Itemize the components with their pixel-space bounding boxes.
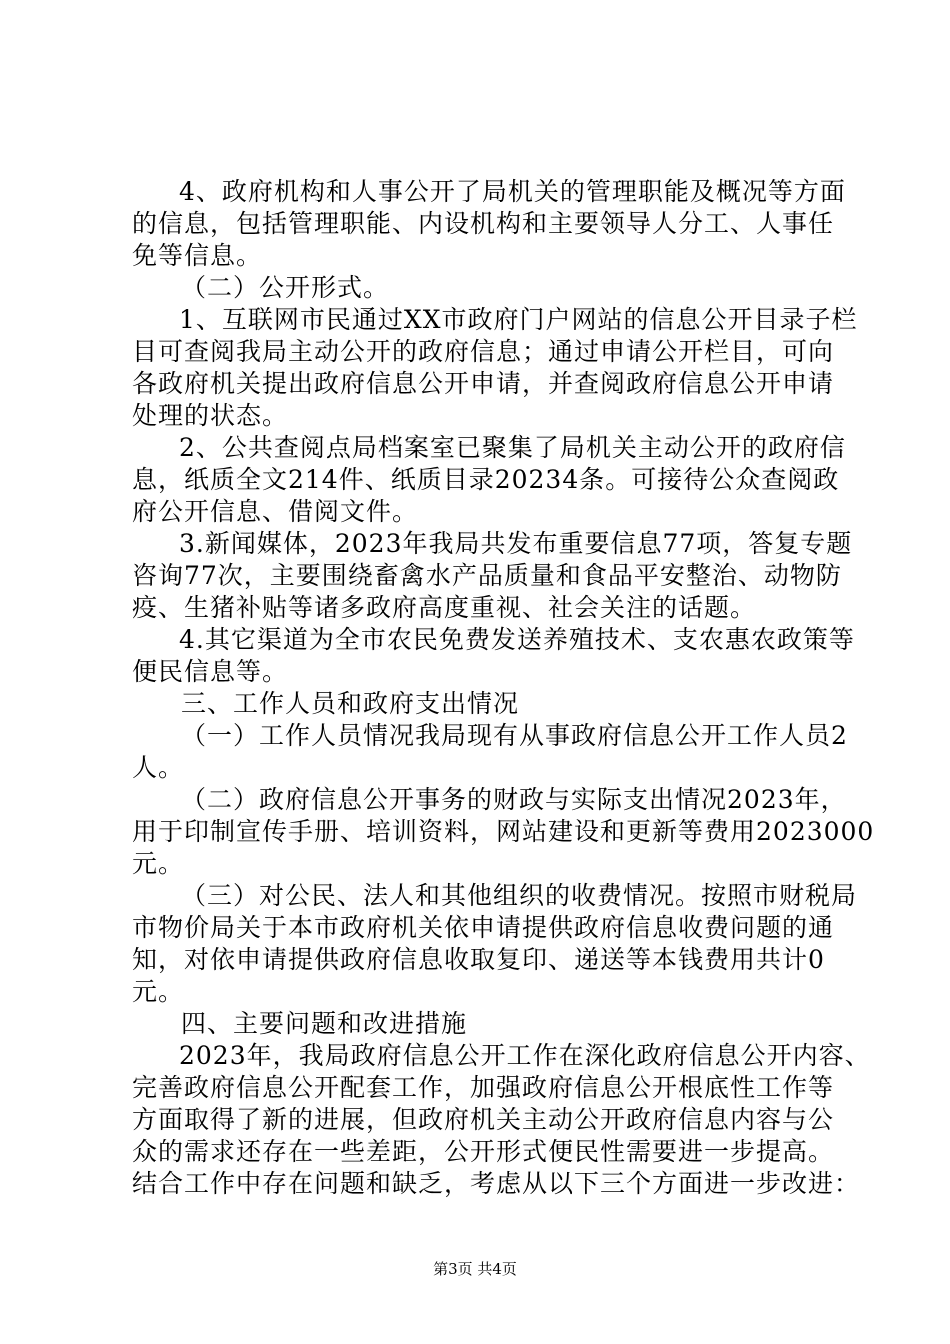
text-line: 4、政府机构和人事公开了局机关的管理职能及概况等方面 <box>179 177 846 206</box>
page-number-footer: 第3页 共4页 <box>433 1260 517 1278</box>
text-line: （三）对公民、法人和其他组织的收费情况。按照市财税局 <box>181 881 858 910</box>
text-line: 元。 <box>132 977 185 1006</box>
section-heading: 四、主要问题和改进措施 <box>181 1009 468 1038</box>
text-line: 知，对依申请提供政府信息收取复印、递送等本钱费用共计0 <box>132 945 825 974</box>
text-line: 2、公共查阅点局档案室已聚集了局机关主动公开的政府信 <box>179 433 846 462</box>
text-line: 3.新闻媒体，2023年我局共发布重要信息77项，答复专题 <box>179 529 853 558</box>
text-line: 便民信息等。 <box>132 657 289 686</box>
text-line: 疫、生猪补贴等诸多政府高度重视、社会关注的话题。 <box>132 593 757 622</box>
section-heading: （二）公开形式。 <box>181 273 390 302</box>
text-line: （一）工作人员情况我局现有从事政府信息公开工作人员2 <box>181 721 848 750</box>
text-line: 2023年，我局政府信息公开工作在深化政府信息公开内容、 <box>179 1041 871 1070</box>
text-line: 1、互联网市民通过XX市政府门户网站的信息公开目录子栏 <box>179 305 858 334</box>
text-line: 结合工作中存在问题和缺乏，考虑从以下三个方面进一步改进： <box>132 1169 861 1198</box>
text-line: 完善政府信息公开配套工作，加强政府信息公开根底性工作等 <box>132 1073 835 1102</box>
text-line: 方面取得了新的进展，但政府机关主动公开政府信息内容与公 <box>132 1105 835 1134</box>
text-line: 咨询77次，主要围绕畜禽水产品质量和食品平安整治、动物防 <box>132 561 842 590</box>
text-line: 免等信息。 <box>132 241 263 270</box>
text-line: 众的需求还存在一些差距，公开形式便民性需要进一步提高。 <box>132 1137 835 1166</box>
section-heading: 三、工作人员和政府支出情况 <box>181 689 520 718</box>
text-line: 息，纸质全文214件、纸质目录20234条。可接待公众查阅政 <box>132 465 840 494</box>
text-line: 目可查阅我局主动公开的政府信息；通过申请公开栏目，可向 <box>132 337 835 366</box>
text-line: 用于印制宣传手册、培训资料，网站建设和更新等费用2023000 <box>132 817 875 846</box>
text-line: 的信息，包括管理职能、内设机构和主要领导人分工、人事任 <box>132 209 835 238</box>
text-line: 人。 <box>132 753 185 782</box>
text-line: 元。 <box>132 849 185 878</box>
text-line: （二）政府信息公开事务的财政与实际支出情况2023年， <box>181 785 847 814</box>
text-line: 处理的状态。 <box>132 401 289 430</box>
text-line: 4.其它渠道为全市农民免费发送养殖技术、支农惠农政策等 <box>179 625 855 654</box>
text-line: 府公开信息、借阅文件。 <box>132 497 419 526</box>
text-line: 市物价局关于本市政府机关依申请提供政府信息收费问题的通 <box>132 913 835 942</box>
text-line: 各政府机关提出政府信息公开申请，并查阅政府信息公开申请 <box>132 369 835 398</box>
